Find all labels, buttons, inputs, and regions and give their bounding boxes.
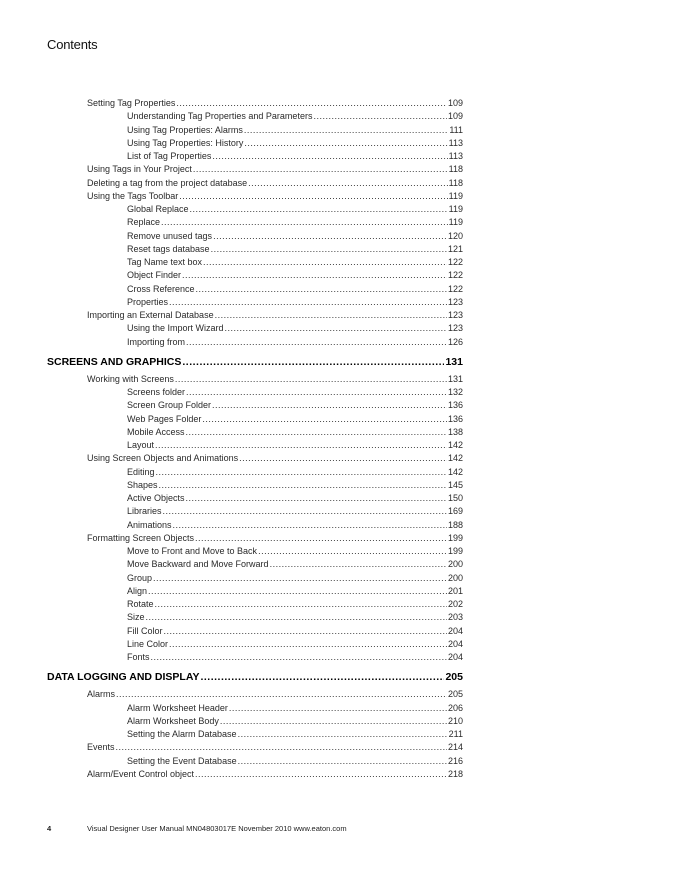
toc-entry-page: 218 [447,768,463,779]
toc-entry-page: 204 [447,638,463,649]
dot-leader [313,110,447,123]
toc-entry[interactable] [47,386,463,399]
toc-section-entry[interactable] [47,352,463,372]
dot-leader [146,611,447,624]
toc-entry-title: Line Color [127,638,169,649]
toc-entry-page: 111 [449,124,463,135]
dot-leader [193,163,448,176]
dot-leader [163,505,447,518]
dot-leader [116,688,447,701]
toc-entry-page: 199 [447,546,463,556]
toc-entry-page: 205 [447,689,463,700]
toc-entry[interactable] [47,572,463,585]
toc-entry[interactable] [47,702,463,715]
dot-leader [164,625,447,638]
toc-entry[interactable] [47,283,463,296]
toc-entry-page: 200 [447,559,463,570]
dot-leader [258,545,447,558]
dot-leader [244,124,448,137]
dot-leader [190,203,448,216]
dot-leader [195,768,447,781]
dot-leader [238,755,447,768]
toc-entry[interactable] [47,163,463,176]
toc-entry-title: Mobile Access [127,426,185,437]
toc-entry-page: 119 [448,217,463,228]
toc-entry-page: 120 [447,230,463,241]
toc-entry-title: Alarms [87,689,116,700]
toc-entry[interactable] [47,413,463,426]
dot-leader [202,413,447,426]
toc-entry-page: 206 [447,702,463,713]
toc-entry-title: Size [127,612,145,623]
toc-entry[interactable] [47,137,463,150]
toc-entry-page: 126 [447,336,463,347]
toc-entry-page: 142 [447,466,463,477]
dot-leader [175,373,447,386]
dot-leader [244,137,447,150]
dot-leader [196,283,447,296]
toc-entry-page: 122 [447,270,463,281]
toc-section-entry[interactable] [47,667,463,687]
toc-entry-title: Libraries [127,506,162,517]
toc-entry[interactable] [47,505,463,518]
footer-text: Visual Designer User Manual MN04803017E November 2010 www.eaton.com [87,824,347,833]
toc-entry[interactable] [47,216,463,229]
toc-entry-page: 202 [447,599,463,609]
toc-entry-page: 131 [447,373,463,384]
toc-entry-title: Working with Screens [87,373,174,384]
toc-entry[interactable] [47,558,463,571]
toc-entry-title: Object Finder [127,270,182,281]
toc-entry[interactable] [47,439,463,452]
toc-entry-title: Group [127,572,153,583]
toc-entry-page: 123 [447,323,463,334]
dot-leader [212,150,447,163]
toc-entry-page: 136 [447,400,463,411]
toc-entry[interactable] [47,203,463,216]
toc-entry-title: Setting the Alarm Database [127,729,237,739]
toc-entry-title: Shapes [127,479,158,490]
toc-entry-title: Rotate [127,599,154,609]
toc-entry-page: 142 [447,440,463,450]
page-title: Contents [47,37,98,52]
toc-entry[interactable] [47,336,463,349]
toc-entry-page: 199 [447,532,463,543]
toc-entry-title: Formatting Screen Objects [87,532,195,543]
toc-entry[interactable] [47,373,463,386]
toc-entry[interactable] [47,190,463,203]
dot-leader [200,667,444,687]
toc-entry-title: List of Tag Properties [127,151,212,161]
toc-entry-page: 216 [447,755,463,766]
toc-entry-page: 136 [447,413,463,424]
toc-entry-page: 132 [447,387,463,397]
toc-entry-page: 204 [447,625,463,636]
toc-entry-title: Screen Group Folder [127,400,212,411]
dot-leader [116,741,447,754]
toc-entry-title: Deleting a tag from the project database [87,177,248,188]
toc-entry-page: 121 [447,243,463,254]
toc-entry[interactable] [47,479,463,492]
toc-entry[interactable] [47,638,463,651]
dot-leader [238,728,448,741]
toc-entry-page: 214 [447,742,463,753]
dot-leader [153,572,447,585]
toc-entry[interactable] [47,97,463,110]
dot-leader [186,426,447,439]
dot-leader [148,585,447,598]
toc-entry-title: Events [87,742,115,753]
toc-entry[interactable] [47,322,463,335]
toc-entry-title: Reset tags database [127,243,210,254]
dot-leader [270,558,447,571]
dot-leader [155,598,447,611]
toc-entry-title: Remove unused tags [127,230,213,241]
toc-entry-page: 210 [447,715,463,726]
toc-entry[interactable] [47,492,463,505]
dot-leader [155,439,447,452]
toc-entry-title: Alarm/Event Control object [87,768,195,779]
toc-entry-title: Fill Color [127,625,163,636]
dot-leader [220,715,447,728]
toc-entry-page: 150 [447,493,463,503]
toc-entry[interactable] [47,598,463,611]
toc-entry-title: Active Objects [127,493,185,503]
toc-entry[interactable] [47,532,463,545]
dot-leader [179,190,447,203]
toc-entry[interactable] [47,768,463,781]
toc-entry-title: Importing from [127,336,186,347]
toc-entry[interactable] [47,309,463,322]
toc-entry-page: 119 [448,204,463,214]
toc-entry-page: 119 [448,190,463,201]
toc-entry-title: Web Pages Folder [127,413,202,424]
toc-entry-title: Editing [127,466,155,477]
toc-entry-title: Understanding Tag Properties and Parameters [127,111,313,122]
toc-entry-title: Move to Front and Move to Back [127,546,258,556]
toc-entry-title: Global Replace [127,204,189,214]
page-footer [47,824,467,833]
toc-entry-page: 122 [447,283,463,294]
toc-entry-page: 169 [447,506,463,517]
toc-entry-title: Animations [127,519,172,530]
toc-entry-page: 109 [447,111,463,122]
dot-leader [169,296,447,309]
toc-entry-title: Move Backward and Move Forward [127,559,269,570]
toc-entry[interactable] [47,124,463,137]
toc-entry-title: Fonts [127,652,150,662]
toc-entry-page: 118 [448,164,463,175]
toc-entry-page: 205 [445,671,463,684]
dot-leader [248,177,448,190]
dot-leader [229,702,447,715]
dot-leader [186,336,447,349]
toc-entry[interactable] [47,110,463,123]
toc-entry-page: 145 [447,479,463,490]
toc-entry-page: 109 [447,98,463,108]
toc-entry[interactable] [47,651,463,664]
toc-entry-title: Align [127,585,148,596]
toc-entry-title: Using the Import Wizard [127,323,224,334]
toc-entry-page: 142 [447,453,463,464]
toc-entry-title: Using Tag Properties: Alarms [127,124,243,135]
dot-leader [156,466,447,479]
toc-entry-page: 123 [447,310,463,320]
dot-leader [173,519,447,532]
dot-leader [182,269,447,282]
dot-leader [239,452,447,465]
dot-leader [225,322,447,335]
toc-entry-page: 118 [448,177,463,188]
toc-entry-page: 204 [447,652,463,662]
toc-entry-title: Cross Reference [127,283,195,294]
toc-entry-title: Using Tag Properties: History [127,137,244,148]
page-number: 4 [47,824,52,833]
dot-leader [212,399,447,412]
toc-entry[interactable] [47,728,463,741]
toc-entry-title: SCREENS AND GRAPHICS [47,355,182,368]
dot-leader [159,479,447,492]
toc-entry-title: Alarm Worksheet Body [127,715,219,726]
toc-entry-page: 203 [447,612,463,623]
toc-entry[interactable] [47,256,463,269]
toc-entry-page: 131 [445,355,463,368]
toc-entry[interactable] [47,585,463,598]
toc-entry-page: 201 [447,585,463,596]
toc-entry[interactable] [47,755,463,768]
toc-entry-title: Using Screen Objects and Animations [87,453,239,464]
toc-entry[interactable] [47,399,463,412]
toc-entry-page: 138 [447,426,463,437]
toc-entry-page: 200 [447,572,463,583]
dot-leader [203,256,447,269]
toc-entry-title: Screens folder [127,387,186,397]
toc-entry[interactable] [47,426,463,439]
toc-entry-page: 122 [447,257,463,267]
toc-entry[interactable] [47,296,463,309]
dot-leader [182,352,444,372]
toc-entry[interactable] [47,177,463,190]
toc-entry-title: Layout [127,440,155,450]
dot-leader [161,216,448,229]
toc-entry-page: 113 [448,137,463,148]
toc-entry[interactable] [47,466,463,479]
toc-entry-page: 113 [448,151,463,161]
dot-leader [151,651,447,664]
toc-entry-title: Setting the Event Database [127,755,237,766]
dot-leader [176,97,447,110]
toc-entry[interactable] [47,243,463,256]
dot-leader [215,309,447,322]
toc-entry[interactable] [47,715,463,728]
toc-entry[interactable] [47,269,463,282]
toc-entry[interactable] [47,545,463,558]
toc-entry-title: Using Tags in Your Project [87,164,192,175]
toc-entry-title: Properties [127,296,169,307]
dot-leader [169,638,447,651]
dot-leader [211,243,447,256]
toc-entry-title: DATA LOGGING AND DISPLAY [47,671,200,684]
toc-entry-title: Replace [127,217,161,228]
toc-entry-page: 123 [447,296,463,307]
dot-leader [213,230,447,243]
toc-entry[interactable] [47,611,463,624]
toc-entry[interactable] [47,625,463,638]
toc-entry[interactable] [47,688,463,701]
toc-entry[interactable] [47,741,463,754]
toc-entry-title: Importing an External Database [87,310,214,320]
toc-entry-title: Alarm Worksheet Header [127,702,228,713]
dot-leader [186,492,447,505]
table-of-contents [47,97,463,781]
toc-entry-page: 211 [448,729,463,739]
toc-entry-title: Tag Name text box [127,257,203,267]
toc-entry[interactable] [47,150,463,163]
dot-leader [195,532,447,545]
toc-entry-title: Setting Tag Properties [87,98,176,108]
dot-leader [186,386,447,399]
toc-entry[interactable] [47,519,463,532]
toc-entry[interactable] [47,452,463,465]
toc-entry-title: Using the Tags Toolbar [87,190,179,201]
toc-entry[interactable] [47,230,463,243]
toc-entry-page: 188 [447,519,463,530]
